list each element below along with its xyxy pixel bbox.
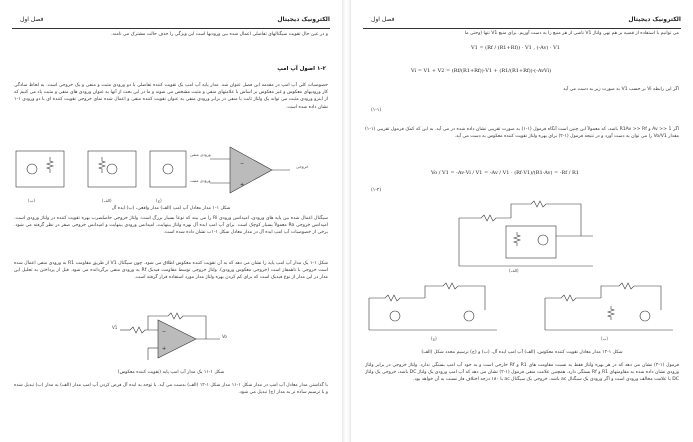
paragraph-superposition: می توانیم با استفاده از قضیه بر هم نهی ولتاژ V1 ناشی از هر منبع را به دست آوریم. برای منبع V1 تنها (وحتی ما bbox=[464, 31, 679, 36]
intro-paragraph: و در عین حال تقویت سیگنالهای تفاضلی اعمال شده بین ورودیها است این ویژگی را حذف حالت مشترک می نامند. bbox=[111, 32, 328, 37]
book-gutter bbox=[342, 0, 351, 442]
figure-equivalent-c bbox=[365, 280, 505, 340]
section-title: ۱-۲ اصول آپ امپ bbox=[277, 66, 326, 72]
label-v1-left: V1 bbox=[112, 325, 118, 330]
paragraph-impedance: سیگنال اعمال شده بین پایه های ورودی، امپدانس ورودی Ri را می بیند که نوعاً بسیار بزرگ است. ولتاژ خروجی حاصلضرب بهره تقویت کننده در ولتاژ ورودی است. امپدانس خروجی Ro معمولاً بسیار کوچک است. برای آپ امپ ایده آل بهره ولتاژ بینهایت، امپدانس ورودی بینهایت و امپدانس خروجی صفر در نظر گرفته می شود. برخی از خصوصیات آپ امپ ایده آل در مدار معادل شکل ۱-۱ب نشان داده شده است. bbox=[14, 216, 328, 236]
chapter-label-right: فصل اول bbox=[371, 16, 395, 23]
equation-1: V1 = (Rf / (R1+Rf)) · V1 , (-Av) · V1 bbox=[471, 45, 560, 51]
label-input-plus: ورودی مثبت bbox=[190, 178, 211, 183]
equation-number-2: (۱-۲) bbox=[371, 188, 382, 193]
book-title: الکترونیک دیجیتال bbox=[277, 16, 330, 23]
paragraph-vi: اگر این رابطه Vi بر حسب V1 به صورت زیر به دست می آید bbox=[563, 87, 679, 92]
paragraph-inverting: شکل ۱-۱ یک مدار آپ امپ پایه را نشان می دهد که به آن تقویت کننده معکوس اطلاق می شود. چون سیگنال V1 از طریق مقاومت R1 به ورودی منفی اعمال شده است خروجی با ناهمفاز است (خروجی معکوس ورودی). ولتاژ خروجی توسط مقاومت فیدبک Rf به ورودی منفی برگردانده می شود. قبل از پرداختن به تحلیل این مدار در این مدار از نوع فیدبک است که برای کم کردن بهره ولتاژ مدار مورد استفاده قرار گرفته است. bbox=[14, 261, 328, 281]
sublabel-a: (الف) bbox=[102, 198, 112, 203]
sublabel-b: (ب) bbox=[28, 198, 35, 203]
figure-equivalent-b bbox=[541, 280, 681, 340]
figure-inverting-amplifier bbox=[110, 312, 230, 364]
paragraph-principles: خصوصیات کلی آپ امپ در مقدمه این فصل عنوان شد. مدار پایه آپ امپ یک تقویت کننده تفاضلی با دو ورودی مثبت و منفی و یک خروجی است. به لحاظ سادگی کار ورودیهای معکوس و غیر معکوس بر اساس با علامتهای منفی و مثبت مشخص می شوند و ما در این بحث از آنها به عنوان ورودی های منفی و مثبت یاد می کنیم که از اینرو ورودی مثبت می تواند یک ولتاژ ثابت یا منفی در برابر ورودی منفی به عنوان تقویت کننده منفی و اعمال شده نمای خروجی تقویت کننده ای با دو ورودی ۱-۱ نشان داده شده است. bbox=[14, 83, 328, 110]
svg-text:−: − bbox=[240, 161, 245, 167]
right-page bbox=[351, 0, 693, 442]
book-title-right: الکترونیک دیجیتال bbox=[628, 16, 681, 23]
sublabel-c: (ج) bbox=[156, 198, 162, 203]
paragraph-equivalent: با گذاشتن مدار معادل آپ امپ در مدار شکل ۱-۱۱ مدار شکل ۱-۱۲ (الف) بدست می آید. با توجه به ایده آل فرض کردن آپ امپ مدار (الف) به مدار (ب) تبدیل شده و با ترسیم ساده تر به مدار (ج) تبدیل می شود. bbox=[14, 383, 328, 396]
figure-12-caption: شکل ۱-۱۲ مدار معادل تقویت کننده معکوس، (الف) آپ امپ ایده آل، (ب) و (ج) ترسیم مجدد شکل (الف) bbox=[421, 350, 623, 355]
left-page-header bbox=[12, 10, 330, 29]
svg-text:+: + bbox=[162, 346, 167, 352]
sublabel-fig12-c: (ج) bbox=[431, 336, 437, 341]
paragraph-gain-conclusion: فرمول (۱-۲) نشان می دهد که در هر بهره ولتاژ فقط به نسبت مقاومت های R1 و Rf خارجی است و به خود آپ امپ بستگی ندارد. ولتاژ خروجی در برابر ولتاژ ورودی نشان داده شده به مقاومتهای R1 و Rf بستگی دارد. همچنین علامت منفی فرمول (۱-۲) نشان می دهد که آپ امپ ورودی یک ولتاژ DC باشد، خروجی یک ولتاژ DC با علامت مخالف ورودی است و اگر ورودی یک سیگنال ac باشد، خروجی یک سیگنال ac با ۱۸۰ درجه اختلاف فاز نسبت به آن خواهد بود. bbox=[365, 363, 679, 383]
equation-3: Vo / V1 = -Av·Vi / V1 = -Av / V1 · (Rf·V1)/(R1·Av) = -Rf / R1 bbox=[431, 170, 579, 176]
figure-equivalent-a bbox=[451, 196, 601, 272]
svg-text:−: − bbox=[162, 329, 167, 335]
svg-text:+: + bbox=[240, 182, 245, 188]
chapter-label: فصل اول bbox=[20, 16, 44, 23]
equation-number-1: (۱-۱) bbox=[371, 108, 382, 113]
figure-2-caption: شکل ۱-۱۱ یک مدار آپ امپ پایه (تقویت کننده معکوس) bbox=[117, 370, 225, 375]
sublabel-fig12-a: (الف) bbox=[509, 268, 519, 273]
label-output: خروجی bbox=[296, 164, 309, 169]
sublabel-fig12-b: (ب) bbox=[601, 336, 608, 341]
left-page bbox=[0, 0, 342, 442]
label-input-minus: ورودی منفی bbox=[190, 152, 211, 157]
label-vo-left: Vo bbox=[222, 334, 227, 339]
figure-1-caption: شکل ۱-۱ مدار معادل آپ امپ (الف) مدار واقعی، (ب) ایده آل bbox=[111, 206, 231, 211]
right-page-header bbox=[363, 10, 681, 29]
equation-2: Vi = V1 + V2 = (Rf/(R1+Rf))·V1 + (R1/(R1+Rf))·(-AvVi) bbox=[411, 68, 552, 74]
paragraph-approximation: اگر Av >> 1 و R1Av >> Rf باشد، که معمولاً این چنین است آنگاه فرمول (۱-۱) به صورت تقریبی نشان داده شده در می آید. به این که کمک فرمول تقریبی (۱-۱) مقدار Vo/V1 را می توان به دست آورد و در نتیجه فرمول (۱-۲) برای بهره ولتاژ تقویت کننده معکوس به دست می آید. bbox=[365, 127, 679, 140]
figure-opamp-equivalent bbox=[10, 143, 332, 205]
